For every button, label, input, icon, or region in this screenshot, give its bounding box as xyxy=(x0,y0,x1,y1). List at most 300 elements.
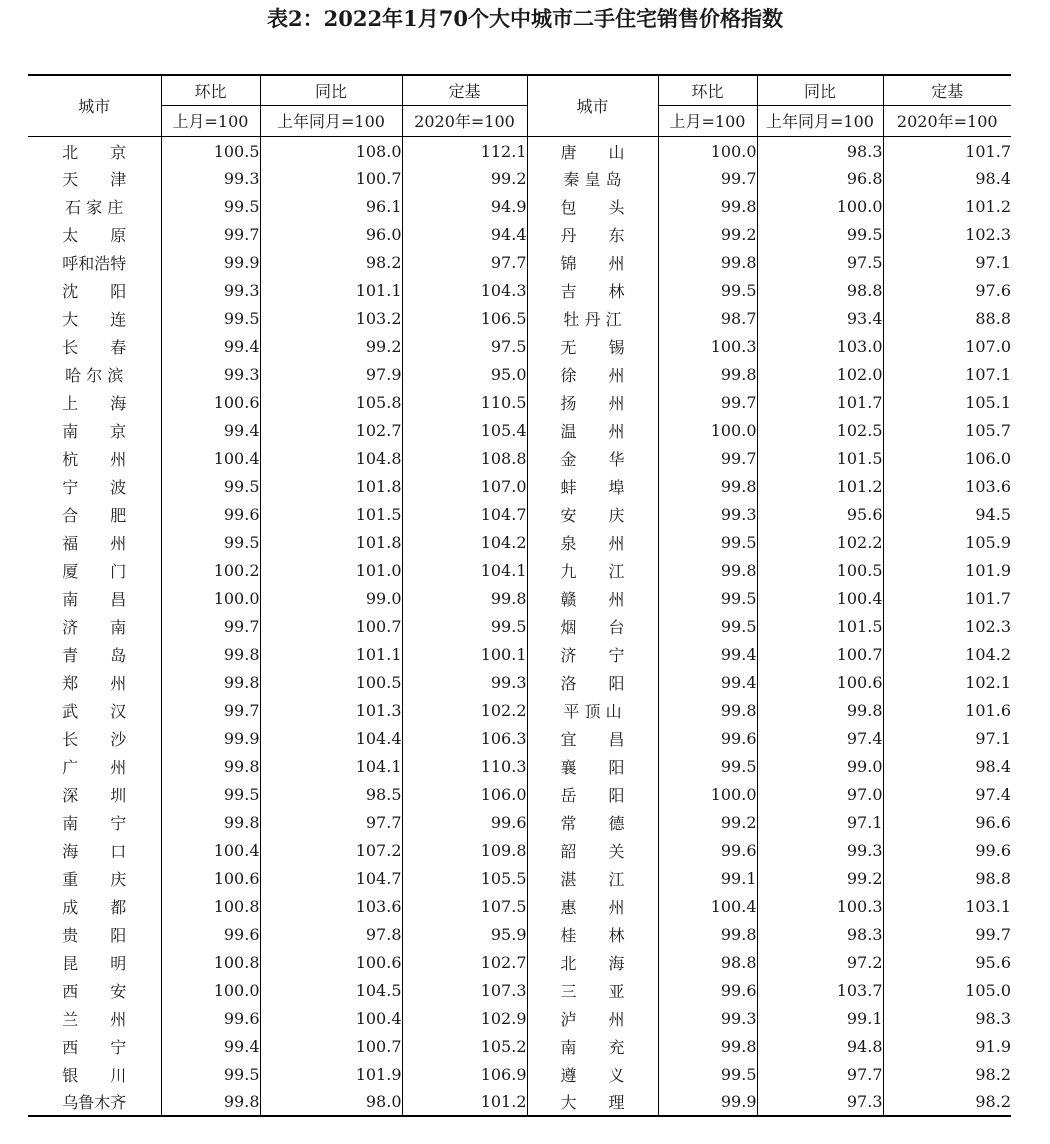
fixed-base-value: 97.1 xyxy=(883,248,1011,276)
fixed-base-value: 105.9 xyxy=(883,528,1011,556)
table-row xyxy=(28,976,1011,1004)
city-name: 赣 州 xyxy=(527,584,658,612)
city-name: 海 口 xyxy=(62,841,127,861)
yoy-value: 100.4 xyxy=(260,1004,402,1032)
city-name: 济 南 xyxy=(62,617,127,637)
fixed-base-value: 91.9 xyxy=(883,1032,1011,1060)
yoy-value: 99.5 xyxy=(757,220,883,248)
mom-value: 99.8 xyxy=(161,808,260,836)
yoy-value: 99.2 xyxy=(757,864,883,892)
yoy-value: 100.6 xyxy=(757,668,883,696)
city-name: 乌鲁木齐 xyxy=(28,1088,161,1116)
fixed-base-value: 98.3 xyxy=(883,1004,1011,1032)
city-name: 桂 林 xyxy=(527,920,658,948)
mom-value: 99.1 xyxy=(658,864,757,892)
fixed-base-value: 97.5 xyxy=(402,332,527,360)
fixed-base-value: 97.1 xyxy=(883,724,1011,752)
fixed-base-value: 98.2 xyxy=(883,1060,1011,1088)
yoy-value: 104.1 xyxy=(260,752,402,780)
city-name: 沈 阳 xyxy=(62,281,127,301)
city-name: 石 家 庄 xyxy=(65,197,124,217)
city-name: 兰 州 xyxy=(62,1009,127,1029)
table-row xyxy=(28,892,1011,920)
city-name: 遵 义 xyxy=(527,1060,658,1088)
yoy-value: 101.3 xyxy=(260,696,402,724)
mom-value: 99.8 xyxy=(161,668,260,696)
table-row xyxy=(28,220,1011,248)
table-row xyxy=(28,920,1011,948)
mom-value: 100.8 xyxy=(161,892,260,920)
table-row xyxy=(28,864,1011,892)
yoy-value: 97.8 xyxy=(260,920,402,948)
fixed-base-value: 108.8 xyxy=(402,444,527,472)
table-row xyxy=(28,276,1011,304)
yoy-base-label: 上年同月=100 xyxy=(260,105,402,136)
mom-value: 99.8 xyxy=(658,1032,757,1060)
mom-value: 99.9 xyxy=(161,724,260,752)
fixed-base-value: 105.1 xyxy=(883,388,1011,416)
mom-value: 99.2 xyxy=(658,808,757,836)
city-name: 武 汉 xyxy=(62,701,127,721)
mom-value: 99.7 xyxy=(658,388,757,416)
table-row xyxy=(28,640,1011,668)
table-header xyxy=(28,75,1011,136)
mom-value: 100.3 xyxy=(658,332,757,360)
mom-value: 99.8 xyxy=(658,248,757,276)
yoy-value: 99.8 xyxy=(757,696,883,724)
fixed-base-value: 101.2 xyxy=(402,1088,527,1116)
table-row xyxy=(28,808,1011,836)
fixed-base-value: 95.0 xyxy=(402,360,527,388)
city-name: 丹 东 xyxy=(527,220,658,248)
city-name: 太 原 xyxy=(62,225,127,245)
fixed-base-value: 105.0 xyxy=(883,976,1011,1004)
yoy-value: 102.7 xyxy=(260,416,402,444)
mom-value: 99.8 xyxy=(161,1088,260,1116)
fixed-base-column-header: 定基 xyxy=(883,75,1011,105)
mom-value: 99.8 xyxy=(658,192,757,220)
fixed-base-value: 107.1 xyxy=(883,360,1011,388)
city-name: 南 宁 xyxy=(62,813,127,833)
city-name: 上 海 xyxy=(62,393,127,413)
table-row xyxy=(28,668,1011,696)
city-name: 呼和浩特 xyxy=(62,253,127,273)
city-name: 南 昌 xyxy=(62,589,127,609)
mom-value: 99.4 xyxy=(161,1032,260,1060)
fixed-base-value: 95.6 xyxy=(883,948,1011,976)
fixed-base-value: 101.9 xyxy=(883,556,1011,584)
fixed-base-value: 110.5 xyxy=(402,388,527,416)
mom-value: 100.0 xyxy=(658,416,757,444)
mom-value: 100.8 xyxy=(161,948,260,976)
mom-value: 99.4 xyxy=(658,640,757,668)
fixed-base-value: 100.1 xyxy=(402,640,527,668)
yoy-value: 100.5 xyxy=(757,556,883,584)
mom-value: 99.8 xyxy=(161,640,260,668)
yoy-value: 97.1 xyxy=(757,808,883,836)
fixed-base-value: 102.3 xyxy=(883,612,1011,640)
city-name: 宁 波 xyxy=(62,477,127,497)
table-row xyxy=(28,1088,1011,1116)
fixed-base-value: 98.4 xyxy=(883,752,1011,780)
mom-value: 99.8 xyxy=(658,360,757,388)
yoy-value: 101.5 xyxy=(757,612,883,640)
yoy-value: 98.5 xyxy=(260,780,402,808)
table-row xyxy=(28,500,1011,528)
mom-value: 99.5 xyxy=(161,304,260,332)
fixed-base-value: 106.3 xyxy=(402,724,527,752)
city-name: 吉 林 xyxy=(527,276,658,304)
fixed-base-value: 99.5 xyxy=(402,612,527,640)
fixed-base-value: 98.8 xyxy=(883,864,1011,892)
mom-value: 99.8 xyxy=(161,752,260,780)
yoy-value: 99.0 xyxy=(757,752,883,780)
city-name: 天 津 xyxy=(62,169,127,189)
table-row xyxy=(28,836,1011,864)
mom-value: 99.8 xyxy=(658,556,757,584)
mom-value: 99.7 xyxy=(161,696,260,724)
table-row xyxy=(28,528,1011,556)
mom-column-header: 环比 xyxy=(161,75,260,105)
table-row xyxy=(28,304,1011,332)
mom-value: 100.0 xyxy=(161,976,260,1004)
yoy-value: 97.7 xyxy=(757,1060,883,1088)
fixed-base-value: 102.2 xyxy=(402,696,527,724)
city-name: 洛 阳 xyxy=(527,668,658,696)
fixed-base-value: 94.9 xyxy=(402,192,527,220)
fixed-base-value: 101.7 xyxy=(883,136,1011,164)
mom-value: 99.5 xyxy=(161,192,260,220)
yoy-value: 104.7 xyxy=(260,864,402,892)
city-name: 温 州 xyxy=(527,416,658,444)
mom-value: 99.7 xyxy=(161,612,260,640)
mom-value: 99.3 xyxy=(658,1004,757,1032)
mom-value: 99.8 xyxy=(658,472,757,500)
city-name: 秦 皇 岛 xyxy=(527,164,658,192)
yoy-value: 103.6 xyxy=(260,892,402,920)
yoy-value: 101.2 xyxy=(757,472,883,500)
city-name: 福 州 xyxy=(62,533,127,553)
yoy-base-label: 上年同月=100 xyxy=(757,105,883,136)
yoy-value: 101.5 xyxy=(757,444,883,472)
mom-value: 99.5 xyxy=(658,584,757,612)
yoy-value: 100.7 xyxy=(260,612,402,640)
table-row xyxy=(28,444,1011,472)
city-name: 徐 州 xyxy=(527,360,658,388)
mom-value: 99.3 xyxy=(161,164,260,192)
fixed-base-value: 97.7 xyxy=(402,248,527,276)
fixed-base-value: 98.4 xyxy=(883,164,1011,192)
city-name: 襄 阳 xyxy=(527,752,658,780)
table-row xyxy=(28,360,1011,388)
yoy-value: 101.5 xyxy=(260,500,402,528)
yoy-value: 98.8 xyxy=(757,276,883,304)
fixed-base-value: 106.0 xyxy=(883,444,1011,472)
mom-value: 99.5 xyxy=(161,472,260,500)
fixed-base-value: 97.4 xyxy=(883,780,1011,808)
mom-value: 99.5 xyxy=(161,780,260,808)
yoy-value: 102.2 xyxy=(757,528,883,556)
table-title: 表2：2022年1月70个大中城市二手住宅销售价格指数 xyxy=(267,6,783,31)
yoy-value: 101.1 xyxy=(260,640,402,668)
city-name: 锦 州 xyxy=(527,248,658,276)
fixed-base-value: 97.6 xyxy=(883,276,1011,304)
fixed-base-value: 99.7 xyxy=(883,920,1011,948)
mom-base-label: 上月=100 xyxy=(658,105,757,136)
yoy-value: 108.0 xyxy=(260,136,402,164)
mom-base-label: 上月=100 xyxy=(161,105,260,136)
city-name: 九 江 xyxy=(527,556,658,584)
mom-value: 99.4 xyxy=(161,416,260,444)
city-name: 惠 州 xyxy=(527,892,658,920)
city-name: 金 华 xyxy=(527,444,658,472)
table-row xyxy=(28,1032,1011,1060)
yoy-value: 107.2 xyxy=(260,836,402,864)
table-row xyxy=(28,696,1011,724)
yoy-value: 96.8 xyxy=(757,164,883,192)
yoy-value: 101.0 xyxy=(260,556,402,584)
table-row xyxy=(28,584,1011,612)
fixed-base-value: 103.1 xyxy=(883,892,1011,920)
table-row xyxy=(28,248,1011,276)
mom-value: 99.6 xyxy=(658,724,757,752)
city-name: 泸 州 xyxy=(527,1004,658,1032)
yoy-value: 99.3 xyxy=(757,836,883,864)
fixed-base-value: 104.2 xyxy=(883,640,1011,668)
mom-value: 99.6 xyxy=(161,920,260,948)
fixed-base-value: 106.0 xyxy=(402,780,527,808)
table-row xyxy=(28,724,1011,752)
yoy-value: 104.8 xyxy=(260,444,402,472)
fixed-base-label: 2020年=100 xyxy=(402,105,527,136)
mom-value: 99.6 xyxy=(161,500,260,528)
fixed-base-value: 99.6 xyxy=(402,808,527,836)
yoy-value: 101.1 xyxy=(260,276,402,304)
yoy-value: 100.7 xyxy=(260,1032,402,1060)
yoy-value: 98.3 xyxy=(757,136,883,164)
table-row xyxy=(28,1060,1011,1088)
city-name: 成 都 xyxy=(62,897,127,917)
city-name: 贵 阳 xyxy=(62,925,127,945)
city-name: 大 理 xyxy=(527,1088,658,1116)
city-name: 西 安 xyxy=(62,981,127,1001)
mom-value: 99.7 xyxy=(658,444,757,472)
table-row xyxy=(28,192,1011,220)
fixed-base-value: 104.7 xyxy=(402,500,527,528)
fixed-base-value: 109.8 xyxy=(402,836,527,864)
mom-value: 100.0 xyxy=(161,584,260,612)
mom-value: 99.5 xyxy=(658,752,757,780)
yoy-value: 103.2 xyxy=(260,304,402,332)
yoy-value: 103.0 xyxy=(757,332,883,360)
fixed-base-value: 102.3 xyxy=(883,220,1011,248)
yoy-value: 98.0 xyxy=(260,1088,402,1116)
yoy-value: 99.0 xyxy=(260,584,402,612)
mom-value: 100.6 xyxy=(161,388,260,416)
yoy-value: 98.2 xyxy=(260,248,402,276)
mom-value: 99.5 xyxy=(658,276,757,304)
yoy-value: 101.8 xyxy=(260,528,402,556)
mom-value: 100.2 xyxy=(161,556,260,584)
city-name: 常 德 xyxy=(527,808,658,836)
city-name: 昆 明 xyxy=(62,953,127,973)
yoy-value: 99.2 xyxy=(260,332,402,360)
fixed-base-value: 106.5 xyxy=(402,304,527,332)
yoy-value: 101.8 xyxy=(260,472,402,500)
fixed-base-value: 105.7 xyxy=(883,416,1011,444)
yoy-value: 104.4 xyxy=(260,724,402,752)
fixed-base-value: 95.9 xyxy=(402,920,527,948)
city-name: 南 充 xyxy=(527,1032,658,1060)
table-row xyxy=(28,332,1011,360)
fixed-base-value: 104.2 xyxy=(402,528,527,556)
yoy-value: 100.3 xyxy=(757,892,883,920)
mom-value: 99.3 xyxy=(161,276,260,304)
table-row xyxy=(28,752,1011,780)
yoy-value: 95.6 xyxy=(757,500,883,528)
mom-value: 99.7 xyxy=(161,220,260,248)
yoy-value: 100.7 xyxy=(260,164,402,192)
mom-value: 99.5 xyxy=(658,612,757,640)
mom-value: 99.5 xyxy=(658,528,757,556)
city-name: 宜 昌 xyxy=(527,724,658,752)
city-name: 无 锡 xyxy=(527,332,658,360)
yoy-value: 99.1 xyxy=(757,1004,883,1032)
city-name: 湛 江 xyxy=(527,864,658,892)
fixed-base-value: 99.8 xyxy=(402,584,527,612)
fixed-base-value: 102.9 xyxy=(402,1004,527,1032)
yoy-value: 97.2 xyxy=(757,948,883,976)
mom-value: 99.5 xyxy=(658,1060,757,1088)
fixed-base-value: 99.6 xyxy=(883,836,1011,864)
city-name: 哈 尔 滨 xyxy=(65,365,124,385)
mom-value: 100.0 xyxy=(658,136,757,164)
city-name: 扬 州 xyxy=(527,388,658,416)
table-row xyxy=(28,388,1011,416)
table-row xyxy=(28,612,1011,640)
mom-column-header: 环比 xyxy=(658,75,757,105)
mom-value: 99.9 xyxy=(161,248,260,276)
city-name: 唐 山 xyxy=(527,136,658,164)
yoy-column-header: 同比 xyxy=(757,75,883,105)
city-name: 蚌 埠 xyxy=(527,472,658,500)
fixed-base-value: 105.2 xyxy=(402,1032,527,1060)
city-name: 包 头 xyxy=(527,192,658,220)
yoy-value: 97.5 xyxy=(757,248,883,276)
table-row xyxy=(28,416,1011,444)
city-column-header: 城市 xyxy=(527,75,658,136)
mom-value: 98.7 xyxy=(658,304,757,332)
mom-value: 100.5 xyxy=(161,136,260,164)
fixed-base-value: 98.2 xyxy=(883,1088,1011,1116)
mom-value: 99.4 xyxy=(161,332,260,360)
fixed-base-value: 107.0 xyxy=(402,472,527,500)
table-row xyxy=(28,556,1011,584)
table-row xyxy=(28,1004,1011,1032)
mom-value: 100.6 xyxy=(161,864,260,892)
yoy-value: 101.7 xyxy=(757,388,883,416)
fixed-base-value: 101.2 xyxy=(883,192,1011,220)
mom-value: 99.8 xyxy=(658,696,757,724)
mom-value: 99.3 xyxy=(161,360,260,388)
mom-value: 99.4 xyxy=(658,668,757,696)
city-name: 北 海 xyxy=(527,948,658,976)
table-row xyxy=(28,164,1011,192)
mom-value: 98.8 xyxy=(658,948,757,976)
fixed-base-value: 102.7 xyxy=(402,948,527,976)
yoy-value: 100.7 xyxy=(757,640,883,668)
fixed-base-value: 102.1 xyxy=(883,668,1011,696)
fixed-base-value: 104.3 xyxy=(402,276,527,304)
fixed-base-value: 88.8 xyxy=(883,304,1011,332)
fixed-base-value: 106.9 xyxy=(402,1060,527,1088)
city-name: 烟 台 xyxy=(527,612,658,640)
city-name: 安 庆 xyxy=(527,500,658,528)
price-index-table xyxy=(28,74,1011,1117)
yoy-value: 102.0 xyxy=(757,360,883,388)
city-name: 大 连 xyxy=(62,309,127,329)
yoy-value: 96.0 xyxy=(260,220,402,248)
yoy-value: 98.3 xyxy=(757,920,883,948)
yoy-value: 105.8 xyxy=(260,388,402,416)
mom-value: 100.4 xyxy=(161,836,260,864)
fixed-base-label: 2020年=100 xyxy=(883,105,1011,136)
yoy-value: 94.8 xyxy=(757,1032,883,1060)
yoy-column-header: 同比 xyxy=(260,75,402,105)
fixed-base-value: 110.3 xyxy=(402,752,527,780)
yoy-value: 104.5 xyxy=(260,976,402,1004)
mom-value: 99.8 xyxy=(658,920,757,948)
fixed-base-value: 112.1 xyxy=(402,136,527,164)
mom-value: 99.3 xyxy=(658,500,757,528)
city-name: 西 宁 xyxy=(62,1037,127,1057)
city-name: 郑 州 xyxy=(62,673,127,693)
city-name: 广 州 xyxy=(62,757,127,777)
city-name: 重 庆 xyxy=(62,869,127,889)
mom-value: 99.5 xyxy=(161,1060,260,1088)
yoy-value: 100.0 xyxy=(757,192,883,220)
table-row xyxy=(28,472,1011,500)
mom-value: 100.4 xyxy=(658,892,757,920)
fixed-base-value: 105.5 xyxy=(402,864,527,892)
yoy-value: 97.4 xyxy=(757,724,883,752)
mom-value: 99.6 xyxy=(658,976,757,1004)
fixed-base-value: 104.1 xyxy=(402,556,527,584)
city-name: 长 沙 xyxy=(62,729,127,749)
yoy-value: 101.9 xyxy=(260,1060,402,1088)
table-body xyxy=(28,136,1011,1116)
city-name: 南 京 xyxy=(62,421,127,441)
city-name: 合 肥 xyxy=(62,505,127,525)
yoy-value: 103.7 xyxy=(757,976,883,1004)
table-row xyxy=(28,780,1011,808)
mom-value: 100.4 xyxy=(161,444,260,472)
fixed-base-value: 96.6 xyxy=(883,808,1011,836)
fixed-base-value: 107.0 xyxy=(883,332,1011,360)
city-name: 韶 关 xyxy=(527,836,658,864)
city-name: 厦 门 xyxy=(62,561,127,581)
fixed-base-value: 99.2 xyxy=(402,164,527,192)
mom-value: 100.0 xyxy=(658,780,757,808)
city-name: 岳 阳 xyxy=(527,780,658,808)
city-name: 杭 州 xyxy=(62,449,127,469)
yoy-value: 97.9 xyxy=(260,360,402,388)
city-name: 三 亚 xyxy=(527,976,658,1004)
city-name: 平 顶 山 xyxy=(527,696,658,724)
city-column-header: 城市 xyxy=(28,75,161,136)
yoy-value: 100.5 xyxy=(260,668,402,696)
fixed-base-value: 94.4 xyxy=(402,220,527,248)
